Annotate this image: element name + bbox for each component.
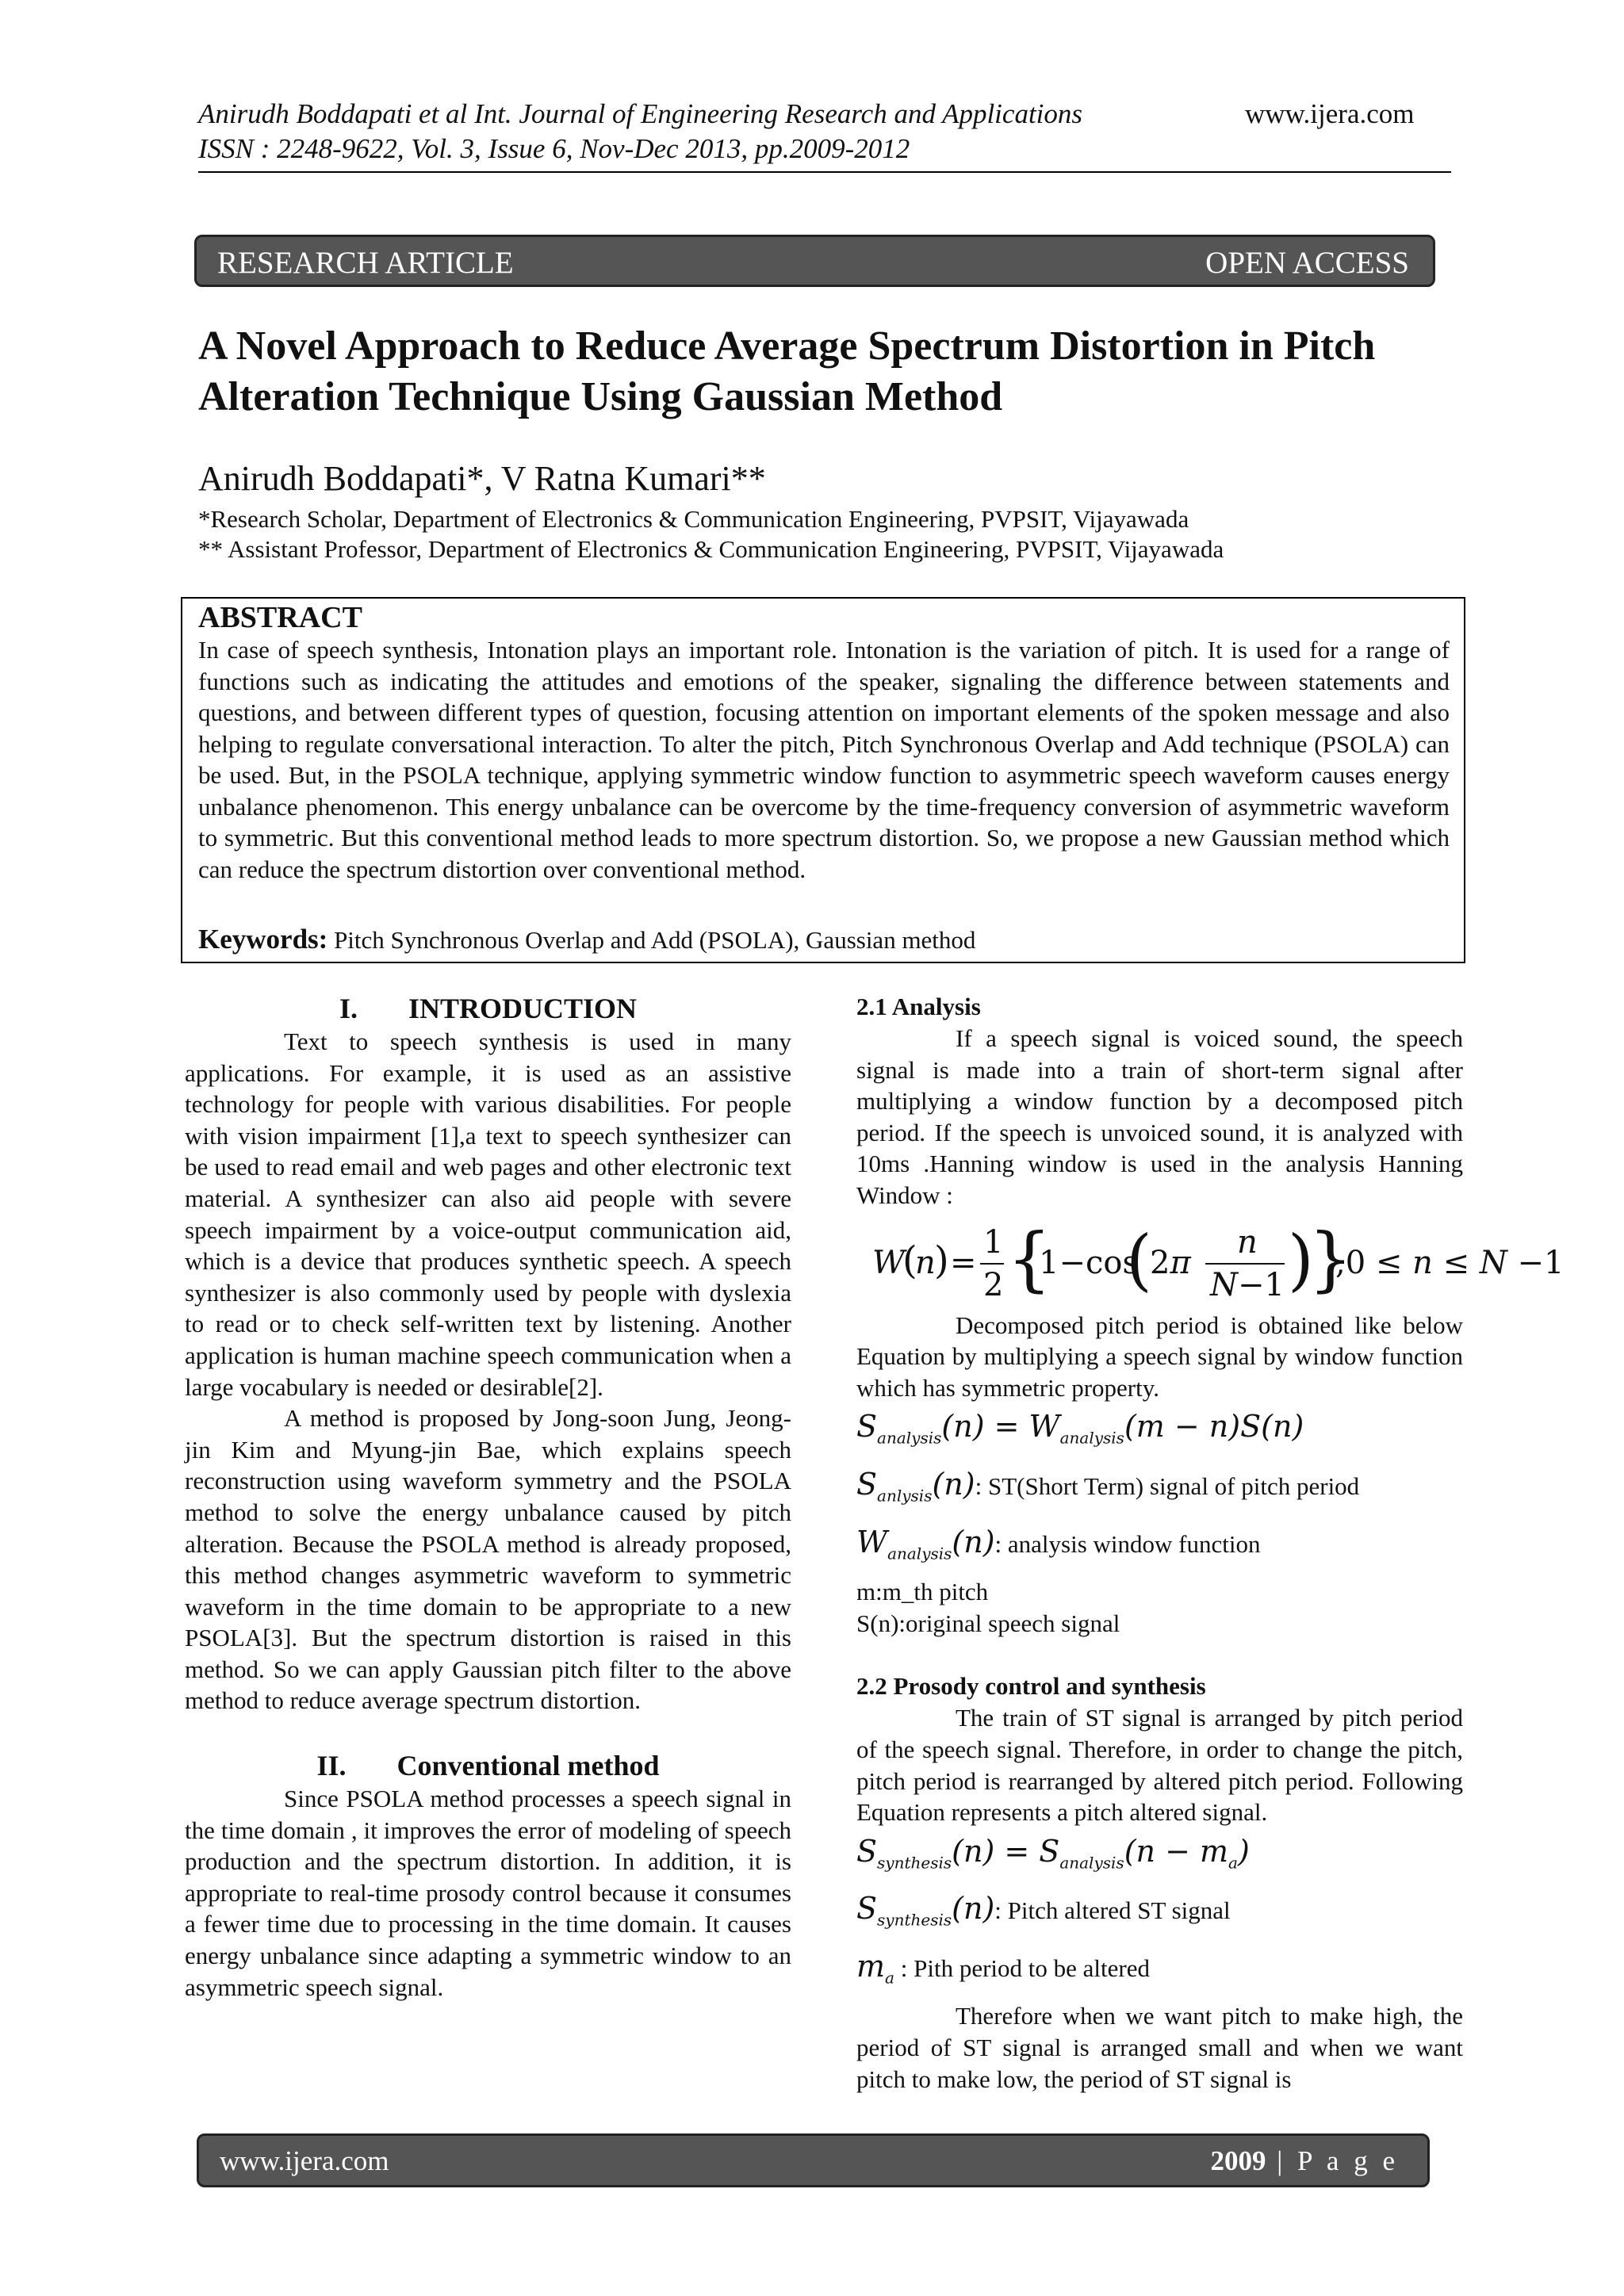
page-footer (197, 2133, 1430, 2187)
spacer (856, 1639, 1463, 1670)
journal-citation-line1: Anirudh Boddapati et al Int. Journal of Engineering Research and Applications (198, 98, 1083, 129)
svg-text:W: W (872, 1244, 906, 1281)
svg-text:1−cos: 1−cos (1039, 1244, 1139, 1281)
synthesis-equation: $S_{synthesis}(n) = S_{analysis}(n - m_a)$ (856, 1833, 1250, 1873)
section-title: Conventional method (396, 1750, 660, 1782)
abstract-text: In case of speech synthesis, Intonation plays an important role. Intonation is the variation of pitch. It is used for a range of functions such as indicating the attitudes and emotions of the speaker, signaling the difference between statements and questions, and between different types of question, focusing attention on important elements of the spoken message and also helping to regulate conversational interaction. To alter the pitch, Pitch Synchronous Overlap and Add technique (PSOLA) can be used. But, in the PSOLA technique, applying symmetric window function to asymmetric speech waveform causes energy unbalance phenomenon. This energy unbalance can be overcome by the time-frequency conversion of asymmetric waveform to symmetric. But this conventional method leads to more spectrum distortion. So, we propose a new Gaussian method which can reduce the spectrum distortion over conventional method. (198, 636, 1450, 883)
svg-text:{: { (1007, 1217, 1051, 1299)
article-type-banner (194, 235, 1435, 287)
affiliation-2: ** Assistant Professor, Department of Electronics & Communication Engineering, PVPSIT, Vijayawada (198, 535, 1224, 563)
svg-text:(: ( (902, 1238, 917, 1283)
spacer (185, 1716, 791, 1748)
analysis-equation: $S_{analysis}(n) = W_{analysis}(m - n)S(n)$ (856, 1409, 1304, 1448)
paper-authors: Anirudh Boddapati*, V Ratna Kumari** (198, 459, 766, 498)
svg-text:2π: 2π (1150, 1244, 1191, 1281)
intro-paragraph-1: Text to speech synthesis is used in many applications. For example, it is used as an assistive technology for people with various disabilities. For people with vision impairment [1],a text to speech synthesizer can be used to read email and web pages and other electronic text material. A synthesizer can also aid people with severe speech impairment by a voice-output communication aid, which is a device that produces synthetic speech. A speech synthesizer is also commonly used by people with dyslexia to read or to check self-written text by listening. Another application is human machine speech communication when a large vocabulary is needed or desirable[2]. (185, 1027, 791, 1401)
section-heading-conventional (185, 1748, 791, 1783)
conventional-paragraph-1: Since PSOLA method processes a speech signal in the time domain , it improves the error of modeling of speech production and the spectrum distortion. In addition, it is appropriate to real-time prosody control because it consumes a fewer time due to processing in the time domain. It causes energy unbalance since adapting a symmetric window to an asymmetric speech signal. (185, 1785, 791, 2001)
svg-text:N−1: N−1 (1210, 1266, 1285, 1303)
def-s: S(n):original speech signal (856, 1609, 1120, 1637)
analysis-paragraph-1: If a speech signal is voiced sound, the speech signal is made into a train of short-term signal after multiplying a window function by a decomposed pitch period. If the speech is unvoiced sound, it is analyzed with 10ms .Hanning window is used in the analysis Hanning Window : (856, 1024, 1463, 1209)
access-type-label: OPEN ACCESS (1205, 246, 1409, 280)
def-m: m:m_th pitch (856, 1578, 989, 1606)
right-column (856, 991, 1565, 2095)
svg-text:}: } (1308, 1217, 1353, 1299)
def-analysis-signal: $S_{anlysis}(n)$: ST(Short Term) signal of pitch period (856, 1466, 1360, 1506)
section-number: I. (339, 993, 358, 1024)
svg-text:): ) (1288, 1220, 1314, 1299)
affiliation-1: *Research Scholar, Department of Electronics & Communication Engineering, PVPSIT, Vijayawada (198, 505, 1189, 533)
page-label: | P a g e (1277, 2145, 1399, 2176)
header-rule (198, 171, 1451, 173)
def-text: : analysis window function (994, 1529, 1261, 1558)
svg-text:,0 ≤ n ≤ N −1: ,0 ≤ n ≤ N −1 (1335, 1244, 1565, 1281)
page-number: 2009 (1210, 2145, 1266, 2176)
keywords-line (198, 923, 975, 957)
hanning-window-equation (856, 1215, 1565, 1310)
abstract-heading: ABSTRACT (198, 601, 362, 634)
footer-website[interactable]: www.ijera.com (220, 2145, 389, 2176)
subsection-heading-prosody: 2.2 Prosody control and synthesis (856, 1672, 1206, 1701)
svg-text:2: 2 (983, 1266, 1004, 1303)
svg-text:): ) (934, 1238, 949, 1283)
article-type-label: RESEARCH ARTICLE (217, 246, 514, 280)
def-analysis-window: $W_{analysis}(n)$: analysis window function (856, 1524, 1261, 1563)
footer-page-number (1211, 2145, 1400, 2177)
def-text: : Pith period to be altered (900, 1954, 1150, 1982)
def-ma: $m_a$ : Pith period to be altered (856, 1948, 1150, 1988)
keywords-text: Pitch Synchronous Overlap and Add (PSOLA), Gaussian method (334, 926, 976, 954)
section-number: II. (316, 1750, 347, 1782)
prosody-paragraph-1: The train of ST signal is arranged by pitch period of the speech signal. Therefore, in order to change the pitch, pitch period is rearranged by altered pitch period. Following Equation represents a pitch altered signal. (856, 1704, 1463, 1827)
subsection-heading-analysis: 2.1 Analysis (856, 993, 981, 1020)
svg-text:=: = (950, 1244, 977, 1281)
journal-citation-line2: ISSN : 2248-9622, Vol. 3, Issue 6, Nov-Dec 2013, pp.2009-2012 (198, 133, 910, 164)
intro-paragraph-2: A method is proposed by Jong-soon Jung, Jeong-jin Kim and Myung-jin Bae, which explains speech reconstruction using waveform symmetry and the PSOLA method to solve the energy unbalance caused by pitch alteration. Because the PSOLA method is already proposed, this method changes asymmetric waveform to symmetric waveform in the time domain to be appropriate to a new PSOLA[3]. But the spectrum distortion is raised in this method. So we can apply Gaussian pitch filter to the above method to reduce average spectrum distortion. (185, 1404, 791, 1715)
analysis-paragraph-2: Decomposed pitch period is obtained like below Equation by multiplying a speech signal by window function which has symmetric property. (856, 1311, 1463, 1402)
def-text: : ST(Short Term) signal of pitch period (975, 1471, 1360, 1500)
section-heading-introduction (185, 991, 791, 1026)
svg-text:n: n (1237, 1223, 1258, 1261)
journal-website[interactable]: www.ijera.com (1245, 98, 1415, 129)
prosody-paragraph-2: Therefore when we want pitch to make high, the period of ST signal is arranged small and when we want pitch to make low, the period of ST signal is (856, 2002, 1463, 2093)
svg-text:n: n (915, 1244, 936, 1281)
keywords-label: Keywords: (198, 924, 328, 955)
equation-graphic (856, 1215, 1565, 1310)
svg-text:(: ( (1126, 1220, 1152, 1299)
left-column (185, 991, 791, 2003)
svg-text:1: 1 (983, 1223, 1004, 1261)
section-title: INTRODUCTION (408, 993, 638, 1024)
paper-title: A Novel Approach to Reduce Average Spectrum Distortion in Pitch Alteration Technique Using Gaussian Method (198, 323, 1376, 419)
def-text: : Pitch altered ST signal (994, 1896, 1231, 1925)
def-synthesis-signal: $S_{synthesis}(n)$: Pitch altered ST signal (856, 1891, 1231, 1930)
